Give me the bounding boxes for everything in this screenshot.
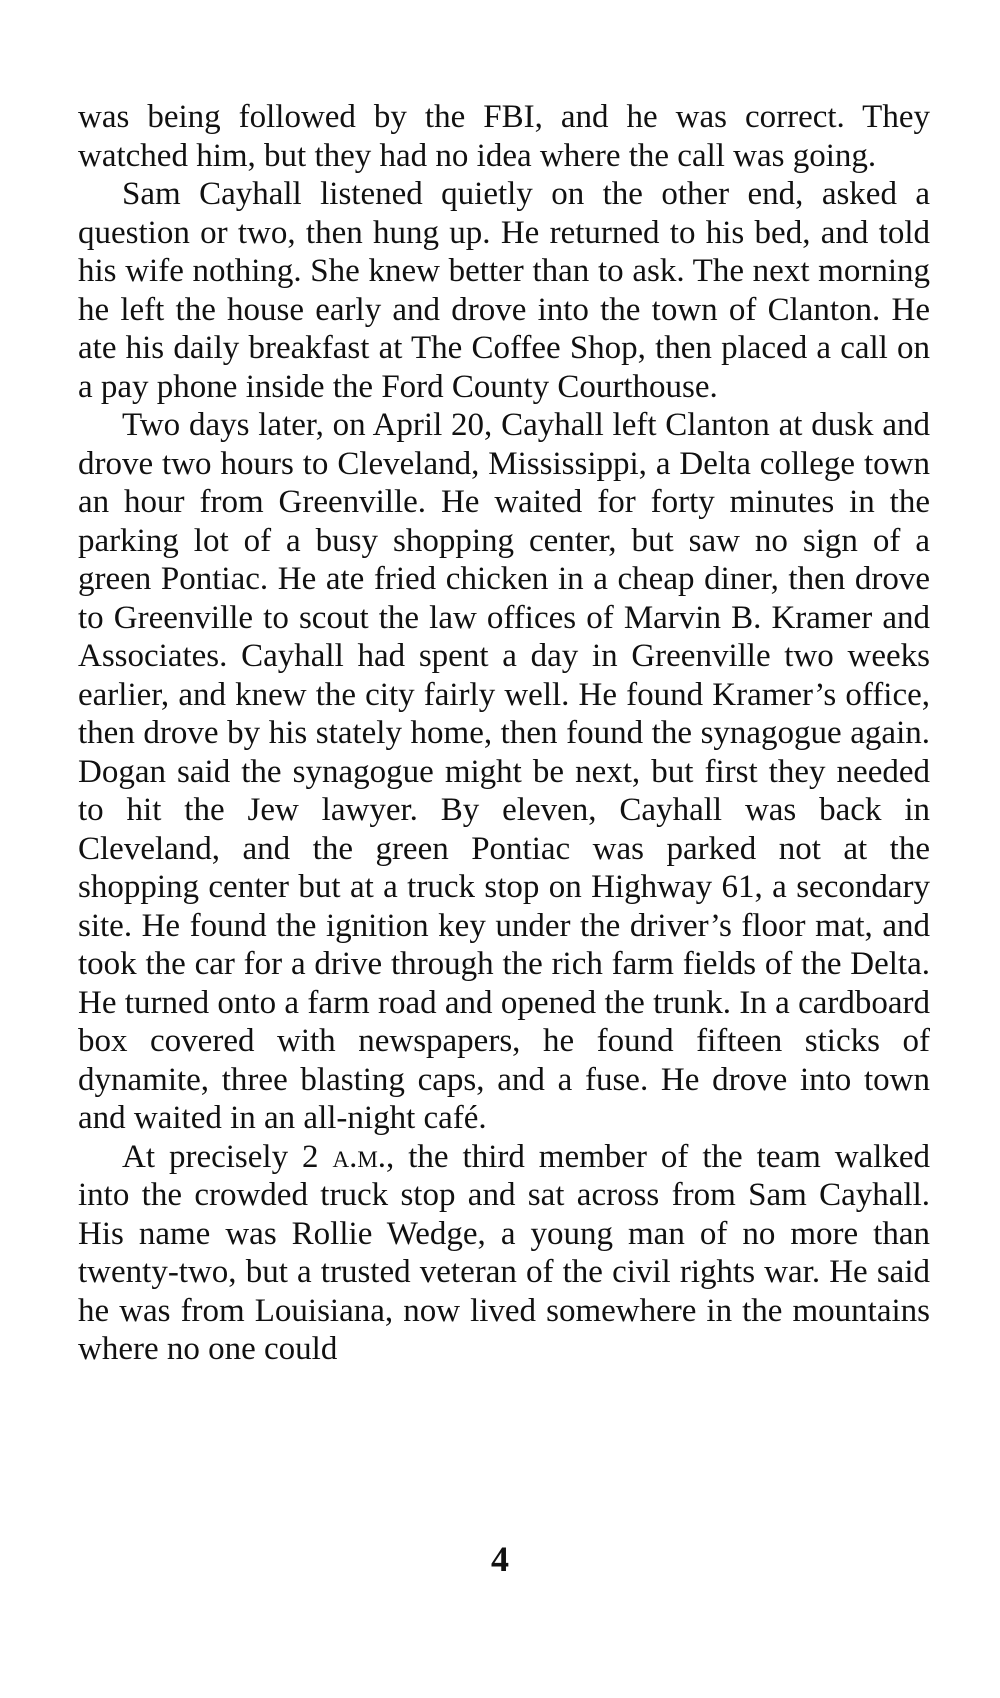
paragraph-cleveland-trip: Two days later, on April 20, Cayhall left Clanton at dusk and drove two hours to Cleveland, Mississippi, a Delta college town an hour from Greenville. He waited for forty minutes in the parking lot of a busy shopping center, but saw no sign of a green Pontiac. He ate fried chicken in a cheap diner, then drove to Greenville to scout the law offices of Marvin B. Kramer and Associates. Cayhall had spent a day in Greenville two weeks earlier, and knew the city fairly well. He found Kramer’s office, then drove by his stately home, then found the synagogue again. Dogan said the synagogue might be next, but first they needed to hit the Jew lawyer. By eleven, Cayhall was back in Cleveland, and the green Pontiac was parked not at the shopping center but at a truck stop on Highway 61, a secondary site. He found the ignition key under the driver’s floor mat, and took the car for a drive through the rich farm fields of the Delta. He turned onto a farm road and opened the trunk. In a cardboard box covered with newspapers, he found fifteen sticks of dynamite, three blasting caps, and a fuse. He drove into town and waited in an all-night café.: [78, 407, 930, 1136]
paragraph-rollie-wedge-rest: , the third member of the team walked into the crowded truck stop and sat across from Sam Cayhall. His name was Rollie Wedge, a young man of no more than twenty-two, but a trusted veteran of the civil rights war. He said he was from Louisiana, now lived somewhere in the mountains where no one could: [78, 1138, 930, 1367]
body-text: [78, 98, 930, 1369]
paragraph-rollie-wedge-start: At precisely 2: [122, 1138, 333, 1175]
paragraph-continuation: was being followed by the FBI, and he was correct. They watched him, but they had no idea where the call was going.: [78, 99, 930, 174]
page-number: 4: [491, 1539, 509, 1579]
time-abbreviation: a.m.: [332, 1138, 387, 1175]
paragraph-phone-call: Sam Cayhall listened quietly on the other end, asked a question or two, then hung up. He returned to his bed, and told his wife nothing. She knew better than to ask. The next morning he left the house early and drove into the town of Clanton. He ate his daily breakfast at The Coffee Shop, then placed a call on a pay phone inside the Ford County Courthouse.: [78, 176, 930, 405]
paragraph-rollie-wedge: [78, 1138, 930, 1369]
